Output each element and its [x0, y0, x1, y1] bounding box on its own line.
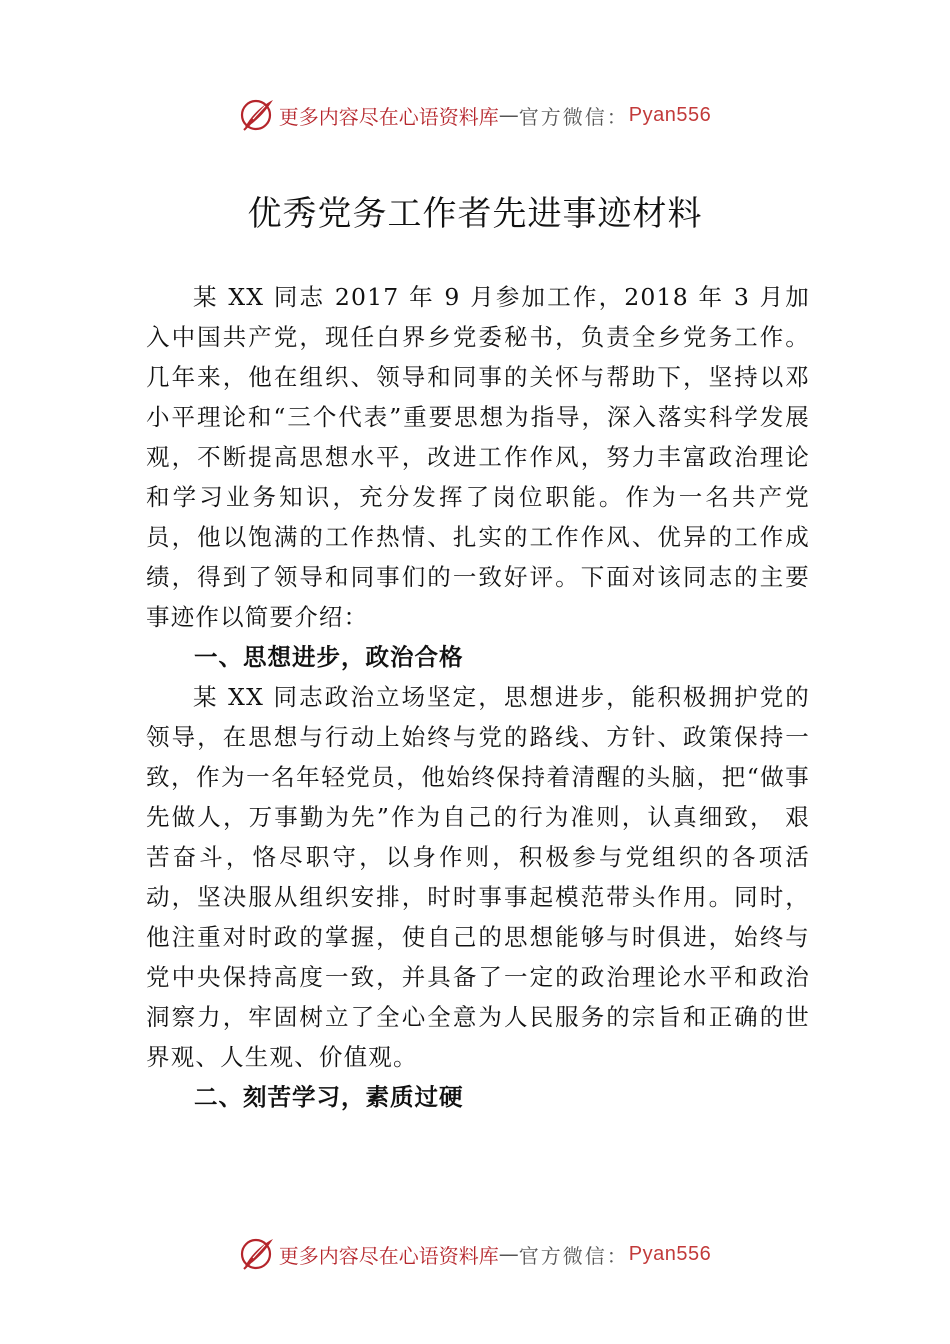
banner-site-text: 更多内容尽在心语资料库	[278, 1243, 499, 1268]
section-1-paragraph: 某 XX 同志政治立场坚定，思想进步，能积极拥护党的领导，在思想与行动上始终与党的路线、方针、政策保持一致，作为一名年轻党员，他始终保持着清醒的头脑，把“做事先做人，万事勤为先”作为自己的行为准则，认真细致， 艰苦奋斗，恪尽职守，以身作则，积极参与党组织的各项活动，坚决服从组织安排，时时事事起模范带头作用。同时， 他注重对时政的掌握，使自己的思想能够与时俱进，始终与党中央保持高度一致，并具备了一定的政治理论水平和政治洞察力，牢固树立了全心全意为人民服务的宗旨和正确的世界观、人生观、价值观。	[146, 683, 810, 1071]
document-title: 优秀党务工作者先进事迹材料	[247, 194, 703, 234]
banner-wechat-id: Pyan556	[628, 1242, 712, 1265]
section-heading-1: 一、思想进步，政治合格	[194, 643, 464, 671]
quill-pen-icon	[239, 1236, 277, 1272]
footer-watermark-banner	[0, 1234, 950, 1274]
banner-site-text: 更多内容尽在心语资料库	[278, 104, 499, 129]
banner-dash: —	[498, 1242, 519, 1266]
banner-wechat-label: 官方微信：	[518, 104, 629, 129]
banner-dash: —	[498, 103, 519, 127]
intro-paragraph: 某 XX 同志 2017 年 9 月参加工作，2018 年 3 月加入中国共产党，现任白界乡党委秘书，负责全乡党务工作。几年来，他在组织、领导和同事的关怀与帮助下，坚持以邓小平理论和“三个代表”重要思想为指导，深入落实科学发展观，不断提高思想水平，改进工作作风，努力丰富政治理论和学习业务知识，充分发挥了岗位职能。作为一名共产党员，他以饱满的工作热情、扎实的工作作风、优异的工作成绩，得到了领导和同事们的一致好评。下面对该同志的主要事迹作以简要介绍：	[146, 283, 810, 631]
document-body	[146, 277, 810, 1117]
section-heading-2: 二、刻苦学习，素质过硬	[194, 1083, 464, 1111]
header-watermark-banner	[0, 95, 950, 135]
banner-wechat-id: Pyan556	[628, 103, 712, 126]
quill-pen-icon	[239, 97, 277, 133]
banner-wechat-label: 官方微信：	[518, 1243, 629, 1268]
